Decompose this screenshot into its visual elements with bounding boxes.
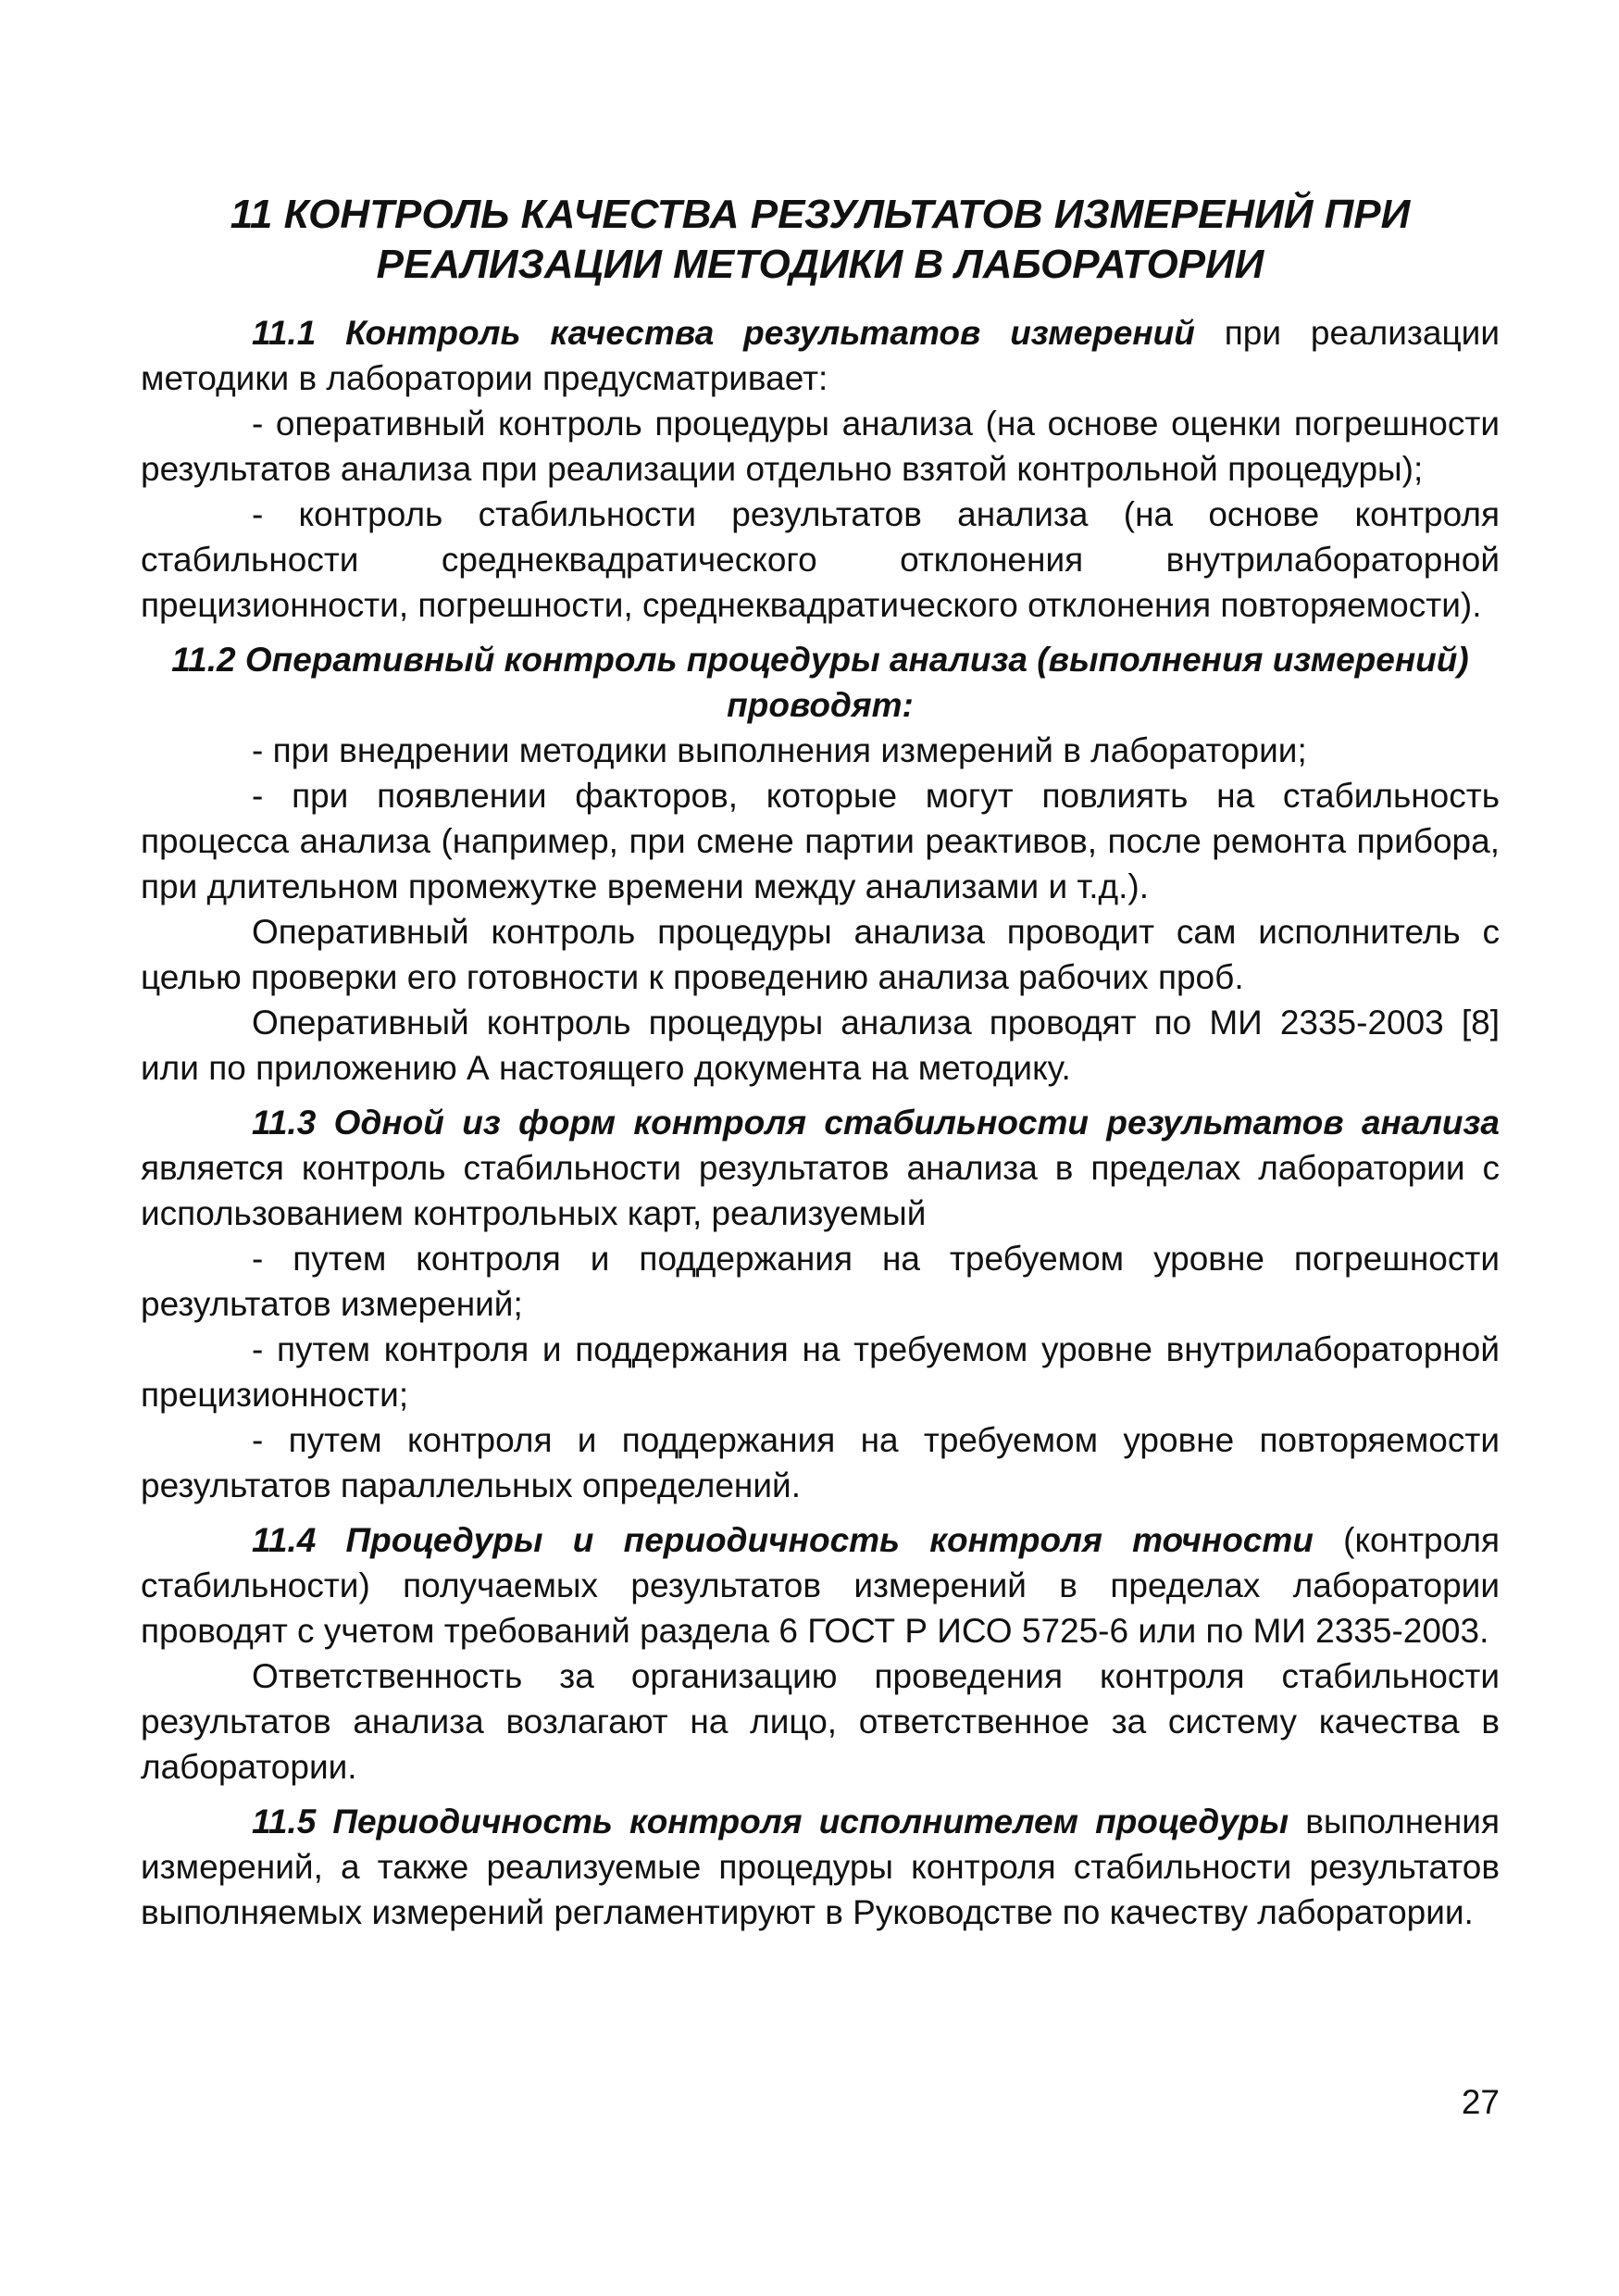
paragraph-11-5: [141, 1799, 1500, 1935]
paragraph-11-1-heading: 11.1 Контроль качества результатов измерений: [252, 314, 1195, 352]
document-page: [141, 190, 1500, 1935]
page-number: 27: [1461, 2083, 1500, 2121]
paragraph-11-2-para-2: Оперативный контроль процедуры анализа проводят по МИ 2335-2003 [8] или по приложению А настоящего документа на методику.: [141, 1004, 1500, 1087]
section-title-line-2: РЕАЛИЗАЦИИ МЕТОДИКИ В ЛАБОРАТОРИИ: [376, 242, 1264, 287]
paragraph-11-5-heading: 11.5 Периодичность контроля исполнителем процедуры: [252, 1803, 1289, 1841]
paragraph-11-2-para-1: Оперативный контроль процедуры анализа проводит сам исполнитель с целью проверки его готовности к проведению анализа рабочих проб.: [141, 913, 1500, 996]
section-title-line-1: 11 КОНТРОЛЬ КАЧЕСТВА РЕЗУЛЬТАТОВ ИЗМЕРЕНИЙ ПРИ: [230, 192, 1411, 237]
paragraph-11-1-item-1: - оперативный контроль процедуры анализа (на основе оценки погрешности результатов анализа при реализации отдельно взятой контрольной процедуры);: [141, 405, 1500, 488]
paragraph-11-3-item-3: - путем контроля и поддержания на требуемом уровне повторяемости результатов параллельных определений.: [141, 1421, 1500, 1504]
paragraph-11-1-item-2: - контроль стабильности результатов анализа (на основе контроля стабильности среднеквадратического отклонения внутрилабораторной прецизионности, погрешности, среднеквадратического отклонения повторяемости).: [141, 495, 1500, 624]
paragraph-11-2-heading: 11.2 Оперативный контроль процедуры анализа (выполнения измерений) проводят:: [171, 641, 1469, 724]
section-title: [141, 190, 1500, 290]
paragraph-11-5-text: выполнения измерений, а также реализуемые процедуры контроля стабильности результатов выполняемых измерений регламентируют в Руководстве по качеству лаборатории.: [141, 1803, 1500, 1931]
paragraph-11-3-item-2: - путем контроля и поддержания на требуемом уровне внутрилабораторной прецизионности;: [141, 1330, 1500, 1414]
paragraph-11-3-item-1: - путем контроля и поддержания на требуемом уровне погрешности результатов измерений;: [141, 1240, 1500, 1323]
paragraph-11-1-text: при реализации методики в лаборатории предусматривает:: [141, 314, 1500, 397]
paragraph-11-1: [141, 310, 1500, 401]
paragraph-11-4-heading: 11.4 Процедуры и периодичность контроля точности: [252, 1521, 1314, 1559]
paragraph-11-3-heading: 11.3 Одной из форм контроля стабильности результатов анализа: [252, 1104, 1500, 1142]
paragraph-11-4-para-1: Ответственность за организацию проведения контроля стабильности результатов анализа возлагают на лицо, ответственное за систему качества в лаборатории.: [141, 1657, 1500, 1786]
paragraph-11-4: [141, 1517, 1500, 1653]
paragraph-11-3: [141, 1100, 1500, 1236]
paragraph-11-3-text: является контроль стабильности результатов анализа в пределах лаборатории с использованием контрольных карт, реализуемый: [141, 1149, 1500, 1232]
paragraph-11-2-item-2: - при появлении факторов, которые могут повлиять на стабильность процесса анализа (например, при смене партии реактивов, после ремонта прибора, при длительном промежутке времени между анализами и т.д.).: [141, 777, 1500, 905]
paragraph-11-4-text: (контроля стабильности) получаемых результатов измерений в пределах лаборатории проводят с учетом требований раздела 6 ГОСТ Р ИСО 5725-6 или по МИ 2335-2003.: [141, 1521, 1500, 1650]
paragraph-11-2-item-1: - при внедрении методики выполнения измерений в лаборатории;: [252, 731, 1307, 769]
